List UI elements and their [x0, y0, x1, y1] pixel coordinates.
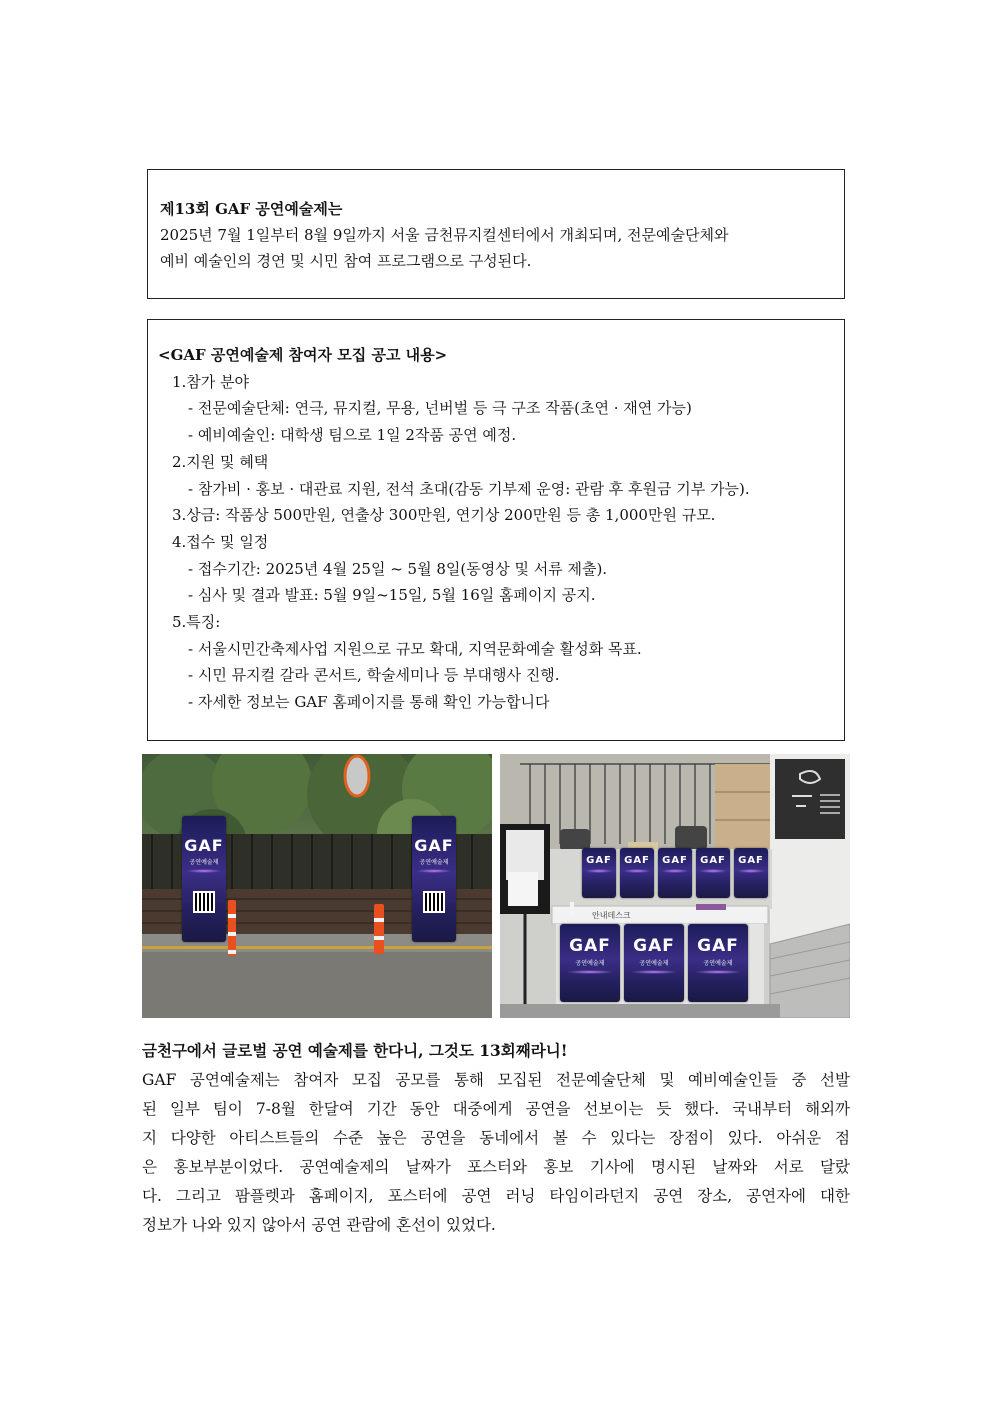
- banner-subtitle: 공연예술제: [189, 859, 219, 866]
- notice-item: - 시민 뮤지컬 갈라 콘서트, 학술세미나 등 부대행사 진행.: [188, 666, 560, 685]
- glow-decoration: [737, 869, 764, 873]
- glow-decoration: [585, 869, 612, 873]
- gaf-poster: [696, 848, 730, 898]
- article-line: 정보가 나와 있지 않아서 공연 관람에 혼선이 있었다.: [142, 1216, 496, 1234]
- intro-line: 예비 예술인의 경연 및 시민 참여 프로그램으로 구성된다.: [160, 252, 532, 270]
- notice-box: [147, 319, 845, 741]
- poster-subtitle: 공연예술제: [575, 960, 605, 967]
- glow-decoration: [186, 869, 221, 873]
- info-desk-photo: [500, 754, 850, 1018]
- poster-logo-text: GAF: [700, 855, 726, 866]
- poster-logo-text: GAF: [662, 855, 688, 866]
- glow-decoration: [661, 869, 688, 873]
- banner-logo-text: GAF: [414, 836, 454, 855]
- traffic-cone-icon: [374, 904, 384, 954]
- notice-item: - 심사 및 결과 발표: 5월 9일~15일, 5월 16일 홈페이지 공지.: [188, 586, 596, 605]
- gaf-poster: [620, 848, 654, 898]
- article-line: 은 홍보부분이었다. 공연예술제의 날짜가 포스터와 홍보 기사에 명시된 날짜와 서로 달랐: [142, 1158, 850, 1176]
- poster-subtitle: 공연예술제: [639, 960, 669, 967]
- intro-line: 2025년 7월 1일부터 8월 9일까지 서울 금천뮤지컬센터에서 개최되며, 전문예술단체와: [160, 226, 729, 244]
- gaf-poster: [624, 924, 684, 1002]
- traffic-pole-icon: [228, 900, 236, 956]
- gaf-poster: [688, 924, 748, 1002]
- qr-code-icon: [193, 891, 215, 913]
- notice-item: 1.참가 분야: [172, 372, 250, 391]
- gaf-poster: [582, 848, 616, 898]
- poster-logo-text: GAF: [624, 855, 650, 866]
- notice-item: 4.접수 및 일정: [172, 532, 269, 551]
- street-banner-photo: [142, 754, 492, 1018]
- notice-item: - 접수기간: 2025년 4월 25일 ~ 5월 8일(동영상 및 서류 제출).: [188, 559, 608, 578]
- notice-item: - 자세한 정보는 GAF 홈페이지를 통해 확인 가능합니다: [188, 693, 550, 712]
- glow-decoration: [694, 970, 742, 974]
- article-title: 금천구에서 글로벌 공연 예술제를 한다니, 그것도 13회째라니!: [142, 1041, 568, 1060]
- article-body: [142, 1066, 850, 1240]
- banner-logo-text: GAF: [184, 836, 224, 855]
- gaf-poster: [560, 924, 620, 1002]
- article-line: 된 일부 팀이 7-8월 한달여 기간 동안 대중에게 공연을 선보이는 듯 했다. 국내부터 해외까: [142, 1100, 850, 1118]
- glow-decoration: [699, 869, 726, 873]
- notice-item: - 서울시민간축제사업 지원으로 규모 확대, 지역문화예술 활성화 목표.: [188, 639, 642, 658]
- notice-item: 5.특징:: [172, 613, 221, 632]
- gaf-poster: [658, 848, 692, 898]
- gaf-banner-right: [412, 816, 456, 942]
- info-desk-sign: 안내데스크: [592, 911, 631, 920]
- poster-logo-text: GAF: [633, 936, 675, 956]
- glow-decoration: [623, 869, 650, 873]
- notice-item: - 전문예술단체: 연극, 뮤지컬, 무용, 넌버벌 등 극 구조 작품(초연 · 재연 가능): [188, 399, 692, 418]
- article-line: GAF 공연예술제는 참여자 모집 공모를 통해 모집된 전문예술단체 및 예비예술인들 중 선발: [142, 1071, 850, 1089]
- notice-item: 3.상금: 작품상 500만원, 연출상 300만원, 연기상 200만원 등 총 1,000만원 규모.: [172, 506, 716, 525]
- poster-logo-text: GAF: [586, 855, 612, 866]
- article-line: 지 다양한 아티스트들의 수준 높은 공연을 동네에서 볼 수 있다는 장점이 있다. 아쉬운 점: [142, 1129, 850, 1147]
- poster-logo-text: GAF: [738, 855, 764, 866]
- glow-decoration: [416, 869, 451, 873]
- gaf-banner-left: [182, 816, 226, 942]
- poster-subtitle: 공연예술제: [703, 960, 733, 967]
- intro-title: 제13회 GAF 공연예술제는: [160, 200, 343, 218]
- gaf-poster: [734, 848, 768, 898]
- notice-item: - 참가비 · 홍보 · 대관료 지원, 전석 초대(감동 기부제 운영: 관람 후 후원금 기부 가능).: [188, 479, 750, 498]
- notice-title: <GAF 공연예술제 참여자 모집 공고 내용>: [158, 346, 448, 364]
- qr-code-icon: [423, 891, 445, 913]
- poster-logo-text: GAF: [569, 936, 611, 956]
- intro-box: [147, 169, 845, 299]
- glow-decoration: [630, 970, 678, 974]
- article-line: 다. 그리고 팜플렛과 홈페이지, 포스터에 공연 러닝 타임이라던지 공연 장소, 공연자에 대한: [142, 1187, 850, 1205]
- notice-item: 2.지원 및 혜택: [172, 452, 269, 471]
- notice-item: - 예비예술인: 대학생 팀으로 1일 2작품 공연 예정.: [188, 426, 517, 445]
- glow-decoration: [566, 970, 614, 974]
- banner-subtitle: 공연예술제: [419, 859, 449, 866]
- poster-logo-text: GAF: [697, 936, 739, 956]
